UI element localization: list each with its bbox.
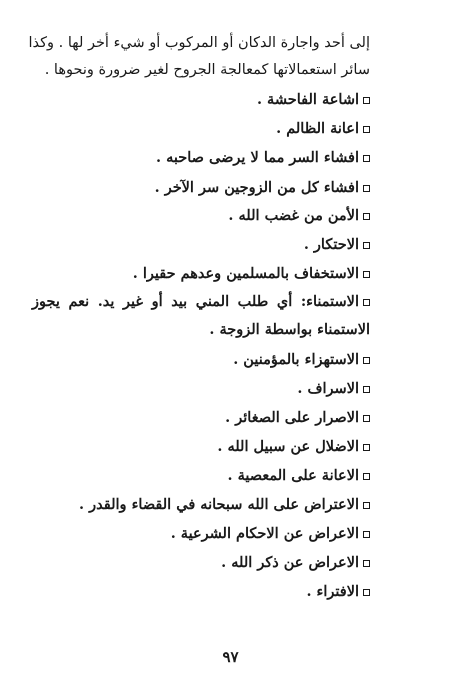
square-bullet-icon bbox=[363, 386, 370, 393]
square-bullet-icon bbox=[363, 560, 370, 567]
intro-line-1: إلى أحد واجارة الدكان أو المركوب أو شيء أخر لها . وكذا bbox=[28, 35, 370, 51]
list-item-text: الاسراف . bbox=[297, 380, 359, 397]
list-item-text: الاضلال عن سبيل الله . bbox=[217, 438, 359, 455]
list-item-text: الاعراض عن الاحكام الشرعية . bbox=[170, 525, 359, 542]
list-item-text: افشاء كل من الزوجين سر الآخر . bbox=[154, 179, 359, 196]
list-item-text: الاعانة على المعصية . bbox=[227, 467, 359, 484]
list-item bbox=[225, 407, 370, 429]
square-bullet-icon bbox=[363, 415, 370, 422]
list-item bbox=[228, 465, 370, 487]
list-item-text: الاحتكار . bbox=[303, 236, 359, 253]
square-bullet-icon bbox=[363, 242, 370, 249]
list-item bbox=[228, 205, 370, 227]
square-bullet-icon bbox=[363, 531, 370, 538]
square-bullet-icon bbox=[363, 299, 370, 306]
list-item-text: الاصرار على الصغائر . bbox=[225, 409, 359, 426]
list-item-text: الاستخفاف بالمسلمين وعدهم حقيرا . bbox=[132, 265, 359, 282]
square-bullet-icon bbox=[363, 589, 370, 596]
square-bullet-icon bbox=[363, 185, 370, 192]
list-item bbox=[79, 494, 370, 516]
page-number: ٩٧ bbox=[222, 648, 239, 666]
list-item bbox=[221, 552, 370, 574]
square-bullet-icon bbox=[363, 502, 370, 509]
list-item bbox=[32, 291, 370, 313]
list-item bbox=[171, 523, 370, 545]
list-item-text: الاستهزاء بالمؤمنين . bbox=[233, 351, 359, 368]
square-bullet-icon bbox=[363, 155, 370, 162]
list-item-text: الافتراء . bbox=[306, 583, 359, 600]
list-item bbox=[156, 147, 370, 169]
square-bullet-icon bbox=[363, 126, 370, 133]
list-item-text: الاستمناء: أي طلب المني بيد أو غير يد. نعم يجوز bbox=[32, 293, 359, 310]
square-bullet-icon bbox=[363, 271, 370, 278]
list-item-text: الأمن من غضب الله . bbox=[228, 207, 359, 224]
list-item bbox=[304, 234, 370, 256]
list-item-text: اشاعة الفاحشة . bbox=[256, 91, 359, 108]
list-item bbox=[217, 436, 370, 458]
square-bullet-icon bbox=[363, 97, 370, 104]
list-item bbox=[306, 581, 370, 603]
list-item bbox=[297, 378, 370, 400]
list-item-text: افشاء السر مما لا يرضى صاحبه . bbox=[156, 149, 359, 166]
list-item bbox=[133, 263, 370, 285]
list-item bbox=[233, 349, 370, 371]
list-item-text: الاعتراض على الله سبحانه في القضاء والقدر . bbox=[79, 496, 359, 513]
square-bullet-icon bbox=[363, 473, 370, 480]
list-item-text: اعانة الظالم . bbox=[276, 120, 359, 137]
square-bullet-icon bbox=[363, 444, 370, 451]
square-bullet-icon bbox=[363, 213, 370, 220]
list-item-text: الاعراض عن ذكر الله . bbox=[221, 554, 359, 571]
list-item-continuation: الاستمناء بواسطة الزوجة . bbox=[209, 321, 370, 338]
list-item bbox=[155, 177, 370, 199]
square-bullet-icon bbox=[363, 357, 370, 364]
list-item bbox=[257, 89, 370, 111]
list-item bbox=[276, 118, 370, 140]
intro-line-2: سائر استعمالاتها كمعالجة الجروح لغير ضرورة ونحوها . bbox=[44, 62, 370, 78]
